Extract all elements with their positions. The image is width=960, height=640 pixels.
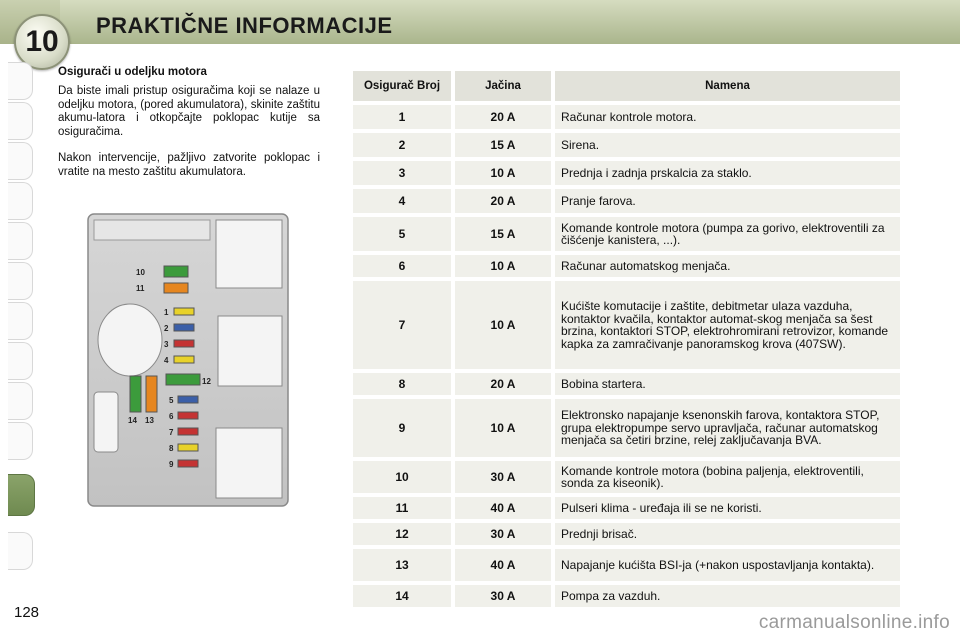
table-row [353, 373, 900, 395]
fuse-purpose: Bobina startera. [555, 373, 900, 395]
fuse-label-12: 12 [202, 377, 211, 386]
fuse-11 [164, 283, 188, 293]
fuse-label-8: 8 [169, 444, 174, 453]
table-row [353, 497, 900, 519]
fuse-label-14: 14 [128, 416, 137, 425]
fuse-label-5: 5 [169, 396, 174, 405]
fuse-number: 8 [353, 373, 451, 395]
relay-slot-middle [218, 316, 282, 386]
fuse-number: 14 [353, 585, 451, 607]
chapter-tab[interactable] [8, 532, 33, 570]
fuse-amperage: 10 A [455, 399, 551, 457]
fuse-number: 5 [353, 217, 451, 251]
table-row [353, 585, 900, 607]
header-fuse-number: Osigurač Broj [353, 71, 451, 101]
chapter-tab[interactable] [8, 262, 33, 300]
table-row [353, 133, 900, 157]
fuse-label-7: 7 [169, 428, 174, 437]
fuse-7 [178, 428, 198, 435]
fuse-purpose: Prednji brisač. [555, 523, 900, 545]
section-heading: Osigurači u odeljku motora [58, 66, 207, 78]
chapter-tab[interactable] [8, 222, 33, 260]
fuse-label-4: 4 [164, 356, 169, 365]
fuse-4 [174, 356, 194, 363]
table-row [353, 255, 900, 277]
fuse-purpose: Sirena. [555, 133, 900, 157]
fuse-amperage: 15 A [455, 217, 551, 251]
fuse-purpose: Pranje farova. [555, 189, 900, 213]
page-title: PRAKTIČNE INFORMACIJE [96, 13, 393, 38]
fuse-label-2: 2 [164, 324, 169, 333]
fuse-number: 11 [353, 497, 451, 519]
fuse-box-diagram [86, 212, 290, 508]
fuse-amperage: 10 A [455, 161, 551, 185]
fuse-purpose: Elektronsko napajanje ksenonskih farova, kontaktora STOP, grupa elektropumpe servo upravljača, računar automatskog menjača sa četiri brzine, relej zaključavanja BVA. [555, 399, 900, 457]
fuse-number: 3 [353, 161, 451, 185]
fuse-table [349, 67, 904, 611]
fuse-label-13: 13 [145, 416, 154, 425]
chapter-tab[interactable] [8, 142, 33, 180]
fuse-5 [178, 396, 198, 403]
fuse-amperage: 30 A [455, 461, 551, 493]
chapter-tab[interactable] [8, 62, 33, 100]
fuse-purpose: Računar automatskog menjača. [555, 255, 900, 277]
fuse-9 [178, 460, 198, 467]
fuse-purpose: Kućište komutacije i zaštite, debitmetar ulaza vazduha, kontaktor kvačila, kontaktor automat-skog menjača sa šest brzina, kontaktori STOP, elektrohromirani retrovizor, komande kapka za zamračivanje panoramskog krova (407SW). [555, 281, 900, 369]
chapter-tab-active[interactable] [8, 474, 35, 516]
table-row [353, 523, 900, 545]
fuse-number: 1 [353, 105, 451, 129]
fuse-purpose: Računar kontrole motora. [555, 105, 900, 129]
intro-paragraph-1: Da biste imali pristup osiguračima koji se nalaze u odeljku motora, (pored akumulatora), skinite zaštitu akumu-latora i otkopčajte poklopac kutije sa osiguračima. [58, 85, 320, 138]
fuse-amperage: 20 A [455, 189, 551, 213]
fuse-label-11: 11 [136, 284, 145, 293]
fuse-amperage: 30 A [455, 523, 551, 545]
table-row [353, 399, 900, 457]
fuse-purpose: Pompa za vazduh. [555, 585, 900, 607]
header-amperage: Jačina [455, 71, 551, 101]
fuse-number: 6 [353, 255, 451, 277]
table-row [353, 217, 900, 251]
fuse-amperage: 15 A [455, 133, 551, 157]
table-row [353, 549, 900, 581]
fuse-amperage: 40 A [455, 549, 551, 581]
fuse-purpose: Pulseri klima - uređaja ili se ne koristi. [555, 497, 900, 519]
chapter-tab[interactable] [8, 422, 33, 460]
fuse-2 [174, 324, 194, 331]
fuse-amperage: 20 A [455, 373, 551, 395]
fuse-purpose: Prednja i zadnja prskalcia za staklo. [555, 161, 900, 185]
fuse-number: 13 [353, 549, 451, 581]
fuse-amperage: 10 A [455, 281, 551, 369]
fuse-3 [174, 340, 194, 347]
fuse-8 [178, 444, 198, 451]
fuse-label-10: 10 [136, 268, 145, 277]
chapter-tabs [8, 62, 34, 577]
fuse-amperage: 20 A [455, 105, 551, 129]
fuse-label-9: 9 [169, 460, 174, 469]
intro-paragraph-2: Nakon intervencije, pažljivo zatvorite poklopac i vratite na mesto zaštitu akumulatora. [58, 152, 320, 178]
fuse-label-1: 1 [164, 308, 169, 317]
watermark: carmanualsonline.info [758, 612, 950, 633]
fuse-number: 12 [353, 523, 451, 545]
fuse-10 [164, 266, 188, 277]
chapter-number-badge: 10 [14, 14, 70, 70]
relay-slot-top [216, 220, 282, 288]
table-row [353, 105, 900, 129]
side-cavity [94, 392, 118, 452]
chapter-tab[interactable] [8, 102, 33, 140]
table-row [353, 281, 900, 369]
fuse-number: 2 [353, 133, 451, 157]
fuse-purpose: Komande kontrole motora (pumpa za gorivo, elektroventili za čišćenje kanistera, ...). [555, 217, 900, 251]
fuse-label-3: 3 [164, 340, 169, 349]
fuse-1 [174, 308, 194, 315]
fuse-number: 9 [353, 399, 451, 457]
fuse-box-top-cavity [94, 220, 210, 240]
chapter-tab[interactable] [8, 182, 33, 220]
relay-slot-bottom [216, 428, 282, 498]
header-purpose: Namena [555, 71, 900, 101]
fuse-purpose: Komande kontrole motora (bobina paljenja, elektroventili, sonda za kiseonik). [555, 461, 900, 493]
fuse-table-header [353, 71, 900, 101]
fuse-6 [178, 412, 198, 419]
fuse-13 [146, 376, 157, 412]
fuse-amperage: 40 A [455, 497, 551, 519]
fuse-number: 7 [353, 281, 451, 369]
table-row [353, 161, 900, 185]
fuse-purpose: Napajanje kućišta BSI-ja (+nakon uspostavljanja kontakta). [555, 549, 900, 581]
fuse-label-6: 6 [169, 412, 174, 421]
fuse-amperage: 30 A [455, 585, 551, 607]
fuse-14 [130, 376, 141, 412]
chapter-tab[interactable] [8, 342, 33, 380]
fuse-12 [166, 374, 200, 385]
fuse-number: 4 [353, 189, 451, 213]
chapter-tab[interactable] [8, 302, 33, 340]
fuse-amperage: 10 A [455, 255, 551, 277]
fuse-number: 10 [353, 461, 451, 493]
page-number: 128 [14, 604, 40, 621]
table-row [353, 461, 900, 493]
round-cavity [98, 304, 162, 376]
table-row [353, 189, 900, 213]
chapter-tab[interactable] [8, 382, 33, 420]
